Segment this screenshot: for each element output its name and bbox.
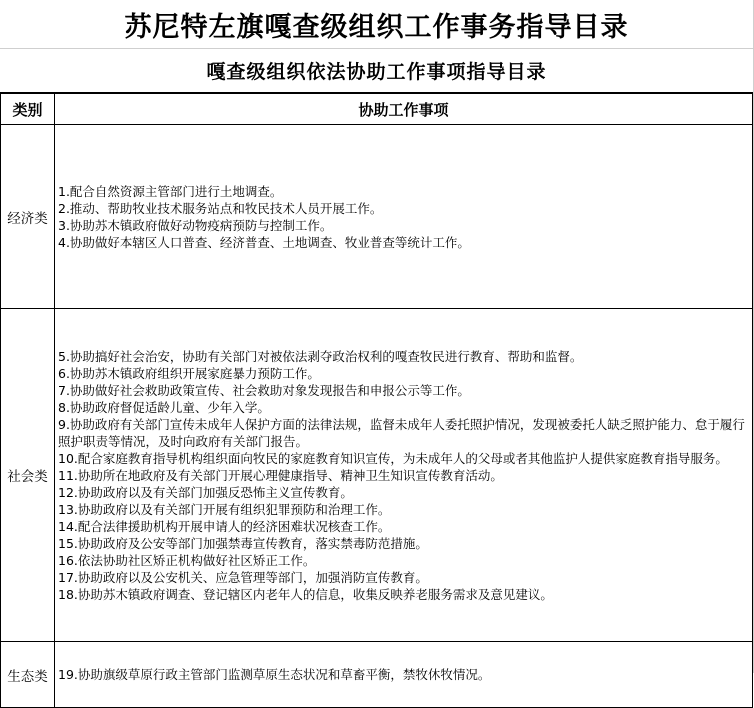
- list-item: 15.协助政府及公安等部门加强禁毒宣传教育，落实禁毒防范措施。: [58, 535, 428, 551]
- list-item: 13.协助政府以及有关部门开展有组织犯罪预防和治理工作。: [58, 501, 391, 517]
- list-item: 2.推动、帮助牧业技术服务站点和牧民技术人员开展工作。: [58, 200, 383, 216]
- table-header-row: [1, 94, 753, 125]
- list-item: 4.协助做好本辖区人口普查、经济普查、土地调查、牧业普查等统计工作。: [58, 234, 470, 250]
- list-item: 9.协助政府有关部门宣传未成年人保护方面的法律法规，监督未成年人委托照护情况，发现被委托人缺乏照护能力、怠于履行照护职责等情况，及时向政府有关部门报告。: [58, 416, 745, 449]
- sub-title: 嘎查级组织依法协助工作事项指导目录: [0, 49, 753, 93]
- list-item: 10.配合家庭教育指导机构组织面向牧民的家庭教育知识宣传，为未成年人的父母或者其他监护人提供家庭教育指导服务。: [58, 450, 728, 466]
- list-item: 19.协助旗级草原行政主管部门监测草原生态状况和草畜平衡，禁牧休牧情况。: [58, 667, 491, 682]
- items-cell: [55, 125, 753, 309]
- list-item: 3.协助苏木镇政府做好动物疫病预防与控制工作。: [58, 217, 333, 233]
- task-table: [0, 93, 753, 708]
- list-item: 14.配合法律援助机构开展申请人的经济困难状况核查工作。: [58, 518, 391, 534]
- list-item: 8.协助政府督促适龄儿童、少年入学。: [58, 399, 270, 415]
- list-item: 6.协助苏木镇政府组织开展家庭暴力预防工作。: [58, 365, 320, 381]
- table-row-economic: [1, 125, 753, 309]
- list-item: 12.协助政府以及有关部门加强反恐怖主义宣传教育。: [58, 484, 353, 500]
- list-item: 5.协助搞好社会治安，协助有关部门对被依法剥夺政治权利的嘎查牧民进行教育、帮助和监督。: [58, 348, 583, 364]
- list-item: 11.协助所在地政府及有关部门开展心理健康指导、精神卫生知识宣传教育活动。: [58, 467, 503, 483]
- header-category: 类别: [1, 94, 55, 125]
- table-row-ecological: [1, 642, 753, 708]
- list-item: 17.协助政府以及公安机关、应急管理等部门，加强消防宣传教育。: [58, 569, 428, 585]
- category-cell: 生态类: [1, 642, 55, 708]
- list-item: 16.依法协助社区矫正机构做好社区矫正工作。: [58, 552, 316, 568]
- items-cell: [55, 309, 753, 642]
- list-item: 18.协助苏木镇政府调查、登记辖区内老年人的信息，收集反映养老服务需求及意见建议。: [58, 586, 553, 602]
- items-cell: [55, 642, 753, 708]
- main-title: 苏尼特左旗嘎查级组织工作事务指导目录: [0, 0, 753, 49]
- category-cell: 经济类: [1, 125, 55, 309]
- header-items: 协助工作事项: [55, 94, 753, 125]
- category-cell: 社会类: [1, 309, 55, 642]
- list-item: 7.协助做好社会救助政策宣传、社会救助对象发现报告和申报公示等工作。: [58, 382, 470, 398]
- list-item: 1.配合自然资源主管部门进行土地调查。: [58, 183, 283, 199]
- table-row-social: [1, 309, 753, 642]
